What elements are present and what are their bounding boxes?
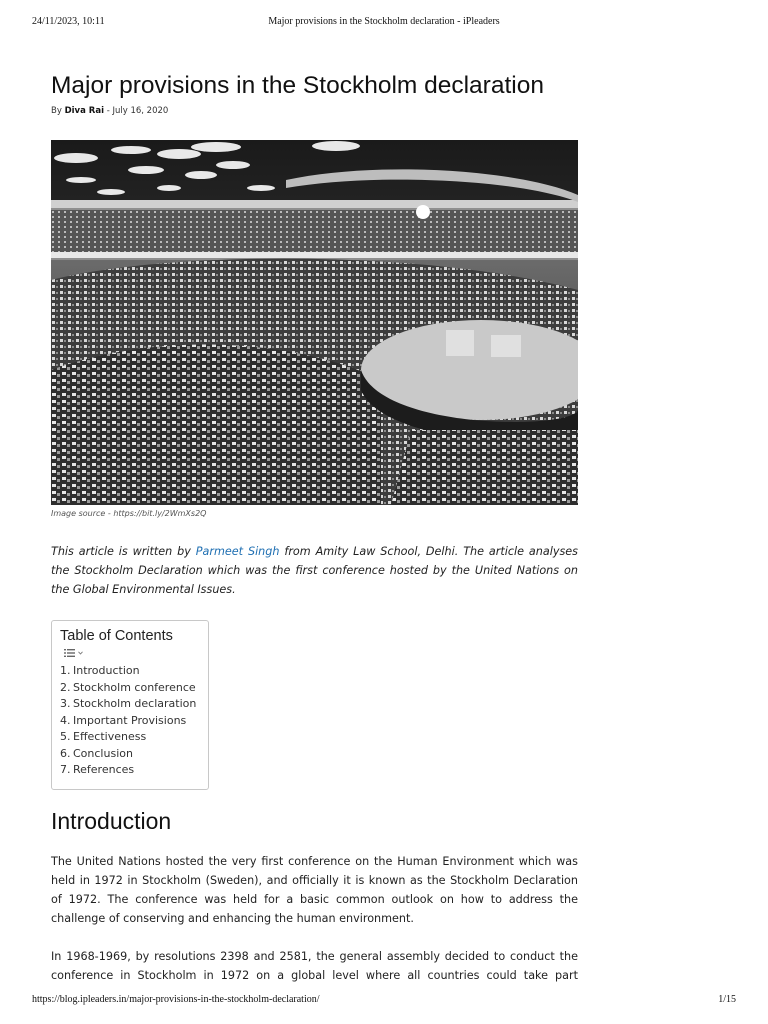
intro-text-pre: This article is written by	[51, 545, 196, 558]
toc-item-number: 2.	[60, 680, 71, 694]
toc-item-label: Introduction	[73, 664, 140, 677]
toc-item-number: 7.	[60, 763, 71, 776]
toc-item-number: 6.	[60, 746, 71, 760]
paragraph: The United Nations hosted the very first conference on the Human Environment which was held in 1972 in Stockholm (Sweden), and officially it is known as the Stockholm Declaration of 1972. The conference was held for a basic common outlook on how to address the challenge of conserving and enhancing the human environment.	[51, 855, 578, 925]
section-heading-introduction: Introduction	[51, 808, 172, 834]
toc-item-label: Conclusion	[73, 746, 133, 760]
toc-item-number: 1.	[60, 664, 71, 677]
toc-item-number: 3.	[60, 697, 71, 710]
toc-title: Table of Contents	[60, 628, 173, 644]
publish-date: July 16, 2020	[112, 106, 169, 116]
toc-item-important-provisions[interactable]	[60, 713, 200, 730]
toc-item-effectiveness[interactable]	[60, 729, 200, 746]
by-label: By	[51, 106, 62, 116]
toc-item-label: Important Provisions	[73, 713, 187, 727]
toc-item-stockholm-declaration[interactable]	[60, 696, 200, 713]
toc-item-label: References	[73, 763, 135, 776]
toc-item-label: Stockholm declaration	[73, 697, 197, 710]
toc-item-conclusion[interactable]	[60, 746, 200, 763]
chevron-down-icon	[78, 651, 83, 655]
print-url: https://blog.ipleaders.in/major-provisions-in-the-stockholm-declaration/	[32, 994, 320, 1005]
article	[51, 70, 578, 985]
image-caption: Image source - https://bit.ly/2WmXs2Q	[51, 509, 207, 518]
byline-separator: -	[106, 106, 110, 116]
print-header	[32, 16, 736, 30]
paragraph: In 1968-1969, by resolutions 2398 and 2581, the general assembly decided to conduct the conference in Stockholm in 1972 on a global level where all countries could take part	[51, 950, 578, 982]
print-datetime: 24/11/2023, 10:11	[32, 16, 105, 27]
list-icon	[64, 649, 75, 657]
toc-item-introduction[interactable]	[60, 663, 200, 680]
author-link[interactable]: Diva Rai	[64, 106, 104, 116]
toc-item-label: Effectiveness	[73, 730, 147, 743]
toc-item-number: 5.	[60, 730, 71, 743]
table-of-contents	[51, 620, 209, 790]
article-intro	[51, 542, 578, 599]
author-profile-link[interactable]: Parmeet Singh	[195, 545, 280, 558]
article-title: Major provisions in the Stockholm declaration	[51, 72, 544, 99]
toc-item-label: Stockholm conference	[73, 680, 196, 694]
toc-item-references[interactable]	[60, 762, 200, 779]
byline	[51, 106, 578, 120]
toc-list	[60, 663, 200, 779]
print-footer	[32, 994, 736, 1008]
print-page-number: 1/15	[718, 994, 736, 1005]
toc-toggle-button[interactable]	[64, 647, 94, 659]
print-doc-title: Major provisions in the Stockholm declaration - iPleaders	[268, 16, 500, 27]
hero-image	[51, 140, 578, 505]
toc-item-number: 4.	[60, 713, 71, 727]
intro-text-post: from Amity Law School, Delhi. The article analyses the Stockholm Declaration which was the first conference hosted by the United Nations on the Global Environmental Issues.	[51, 545, 578, 596]
toc-item-stockholm-conference[interactable]	[60, 680, 200, 697]
